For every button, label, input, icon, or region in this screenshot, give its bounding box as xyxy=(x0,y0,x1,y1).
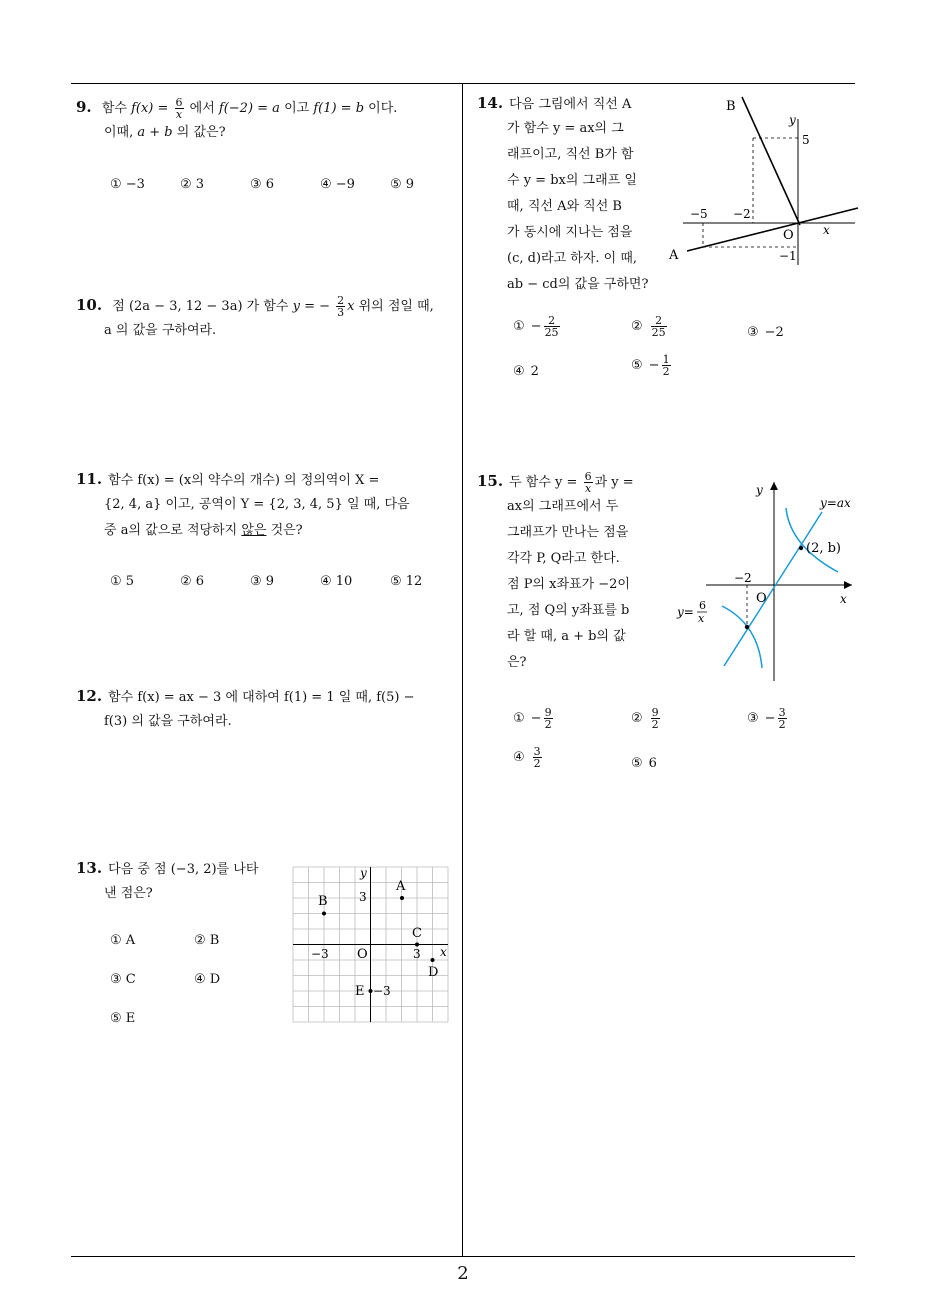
question-number: 15. xyxy=(477,472,504,490)
fraction: $\frac{2}{3}$ xyxy=(337,294,345,319)
question-number: 12. xyxy=(76,687,103,705)
choice-1[interactable]: ① −3 xyxy=(110,177,145,192)
choice-5[interactable]: ⑤ E xyxy=(110,1011,136,1026)
y-tick-5: 5 xyxy=(802,133,810,147)
x-tick-neg5: −5 xyxy=(690,207,708,221)
hyperbola-branch-1 xyxy=(786,508,838,572)
line-label: y=ax xyxy=(820,496,851,510)
choice-2[interactable]: ② $\frac{9}{2}$ xyxy=(631,706,659,731)
x-axis-label: x xyxy=(840,592,847,606)
q15-graph xyxy=(672,476,862,686)
fraction: $\frac{6}{x}$ xyxy=(584,470,592,495)
fraction: $\frac{6}{x}$ xyxy=(175,96,183,121)
x-tick-3: 3 xyxy=(413,947,421,961)
choice-3[interactable]: ③ −2 xyxy=(747,325,784,340)
choice-3[interactable]: ③ − $\frac{3}{2}$ xyxy=(747,706,786,731)
x-tick-neg3: −3 xyxy=(311,947,329,961)
choice-2[interactable]: ② $\frac{2}{25}$ xyxy=(631,314,666,339)
question-number: 14. xyxy=(477,94,504,112)
choice-1[interactable]: ① A xyxy=(110,933,136,948)
x-axis-label: x xyxy=(823,223,830,237)
question-15: 15. 두 함수 y = $\frac{6}{x}$ 과 y = ax의 그래프에서 두 그래프가 만나는 점을 각각 P, Q라고 한다. 점 P의 x좌표가 −2이 고, 점 Q의 y좌표를 b 라 할 때, a + b의 값 은? xyxy=(477,470,634,670)
question-number: 13. xyxy=(76,859,103,877)
point-a xyxy=(400,896,404,900)
x-tick-neg2: −2 xyxy=(733,207,751,221)
point-a-label: A xyxy=(396,879,406,894)
point-e-label: E xyxy=(355,984,365,999)
question-10: 10. 점 (2a − 3, 12 − 3a) 가 함수 y = − $\frac{2}{3}$ x 위의 점일 때, a 의 값을 구하여라. xyxy=(76,294,434,338)
choice-1[interactable]: ① 5 xyxy=(110,574,135,589)
question-9: 9. 함수 f(x) = $\frac{6}{x}$ 에서 f(−2) = a 이고 f(1) = b 이다. 이때, a + b 의 값은? xyxy=(76,96,398,140)
line-y-ax xyxy=(724,512,822,666)
choice-2[interactable]: ② 6 xyxy=(180,574,205,589)
point-label: (2, b) xyxy=(806,541,842,556)
question-11: 11. 함수 f(x) = (x의 약수의 개수) 의 정의역이 X = {2, 4, a} 이고, 공역이 Y = {2, 3, 4, 5} 일 때, 다음 중 a의 값으로 적당하지 않은 것은? xyxy=(76,470,410,538)
choice-5[interactable]: ⑤ 9 xyxy=(390,177,415,192)
line-b-label: B xyxy=(726,99,736,114)
point-e xyxy=(369,989,373,993)
point-c xyxy=(415,943,419,947)
choice-4[interactable]: ④ D xyxy=(194,972,221,987)
point-d-label: D xyxy=(428,965,439,980)
y-arrow xyxy=(770,482,778,490)
choice-5[interactable]: ⑤ − $\frac{1}{2}$ xyxy=(631,353,670,378)
origin-label: O xyxy=(357,947,368,962)
curve-label-prefix: y= xyxy=(677,605,694,619)
question-13: 13. 다음 중 점 (−3, 2)를 나타 낸 점은? xyxy=(76,859,259,901)
x-arrow xyxy=(844,581,852,589)
line-a-label: A xyxy=(669,248,679,263)
page-number: 2 xyxy=(457,1263,469,1284)
choice-4[interactable]: ④ $\frac{3}{2}$ xyxy=(513,745,541,770)
origin-label: O xyxy=(783,228,794,243)
question-number: 10. xyxy=(76,296,103,314)
choice-3[interactable]: ③ 6 xyxy=(250,177,275,192)
point-q xyxy=(799,546,803,550)
y-axis-label: y xyxy=(756,483,763,497)
x-tick-neg2: −2 xyxy=(734,571,752,585)
y-tick-neg3: −3 xyxy=(373,984,391,998)
choice-3[interactable]: ③ C xyxy=(110,972,136,987)
curve-label-num: 6 xyxy=(699,599,706,612)
choice-4[interactable]: ④ 10 xyxy=(320,574,353,589)
top-rule xyxy=(71,83,855,84)
curve-label-den: x xyxy=(698,612,705,625)
point-b xyxy=(322,912,326,916)
y-tick-3: 3 xyxy=(359,890,367,904)
point-c-label: C xyxy=(412,926,422,941)
choice-5[interactable]: ⑤ 6 xyxy=(631,756,657,771)
choice-2[interactable]: ② 3 xyxy=(180,177,205,192)
line-a xyxy=(687,208,858,251)
choice-2[interactable]: ② B xyxy=(194,933,220,948)
y-axis-label: y xyxy=(789,113,796,127)
choice-4[interactable]: ④ −9 xyxy=(320,177,355,192)
question-12: 12. 함수 f(x) = ax − 3 에 대하여 f(1) = 1 일 때, f(5) − f(3) 의 값을 구하여라. xyxy=(76,687,415,729)
question-14: 14. 다음 그림에서 직선 A 가 함수 y = ax의 그 래프이고, 직선 B가 함 수 y = bx의 그래프 일 때, 직선 A와 직선 B 가 동시에 지나는 점을 (c, d)라고 하자. 이 때, ab − cd의 값을 구하면? xyxy=(477,94,649,292)
q14-graph xyxy=(665,95,861,270)
choice-3[interactable]: ③ 9 xyxy=(250,574,275,589)
x-axis-label: x xyxy=(440,945,447,959)
q13-coordinate-grid xyxy=(290,862,452,1024)
y-tick-neg1: −1 xyxy=(779,249,797,263)
column-divider xyxy=(462,83,463,1257)
origin-label: O xyxy=(756,591,767,606)
choice-1[interactable]: ① − $\frac{2}{25}$ xyxy=(513,314,559,339)
question-number: 9. xyxy=(76,98,92,116)
point-d xyxy=(431,958,435,962)
choice-5[interactable]: ⑤ 12 xyxy=(390,574,423,589)
choice-4[interactable]: ④ 2 xyxy=(513,364,539,379)
choice-1[interactable]: ① − $\frac{9}{2}$ xyxy=(513,706,552,731)
question-number: 11. xyxy=(76,470,103,488)
y-axis-label: y xyxy=(360,866,367,880)
bottom-rule xyxy=(71,1256,855,1257)
point-b-label: B xyxy=(318,894,328,909)
